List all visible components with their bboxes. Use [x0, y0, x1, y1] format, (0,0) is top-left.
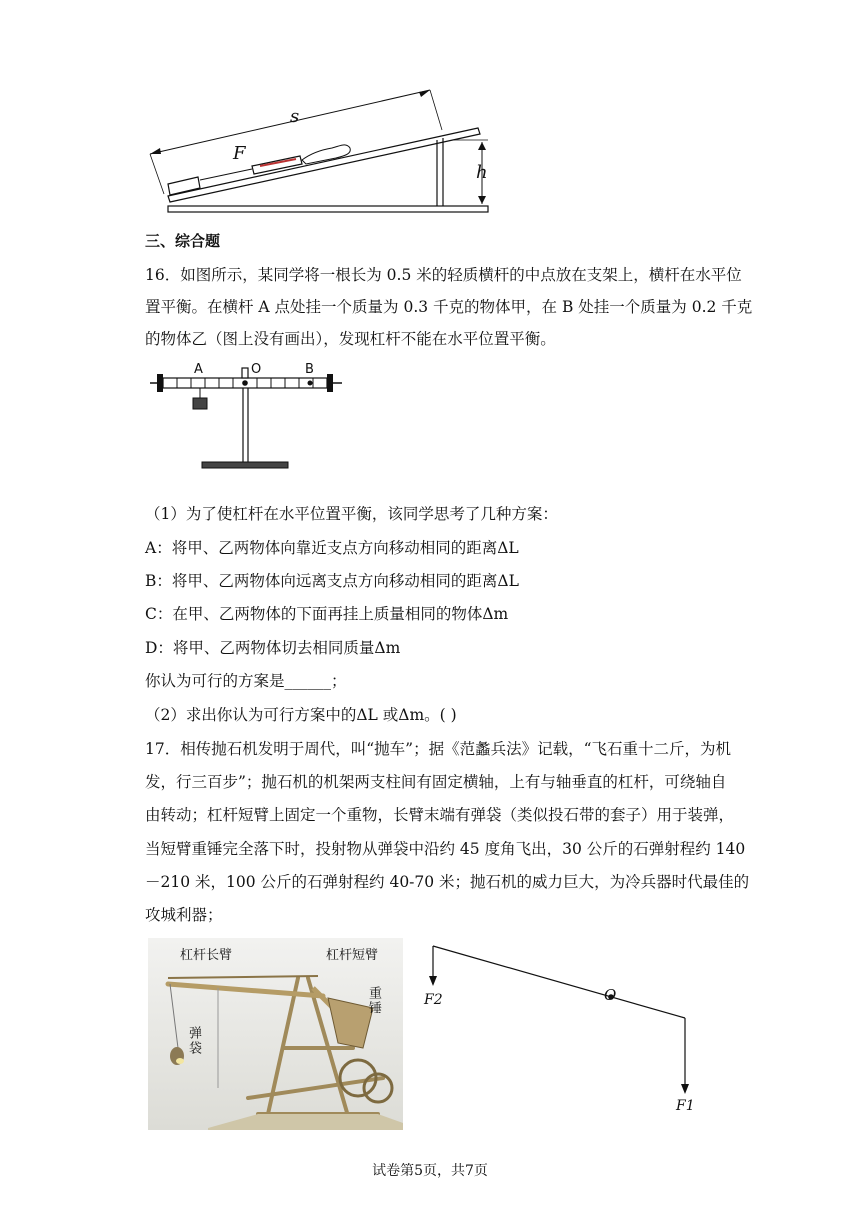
q17-stem-line-6: 攻城利器； — [145, 906, 223, 924]
trebuchet-photo — [148, 938, 403, 1130]
label-s: s — [290, 106, 300, 127]
trebuchet-force-diagram — [415, 938, 715, 1108]
page-footer: 试卷第5页，共7页 — [372, 1163, 488, 1179]
lever-label-O: O — [251, 362, 262, 377]
q17-stem-line-2: 发，行三百步”；抛石机的机架两支柱间有固定横轴，上有与轴垂直的杠杆，可绕轴自 — [145, 773, 727, 791]
q16-option-a: A：将甲、乙两物体向靠近支点方向移动相同的距离ΔL — [145, 539, 519, 557]
q16-part2: （2）求出你认为可行方案中的ΔL 或Δm。( ) — [145, 706, 457, 724]
diagram-label-F1: F1 — [676, 1098, 695, 1114]
q16-stem-line-3: 的物体乙（图上没有画出），发现杠杆不能在水平位置平衡。 — [145, 330, 556, 348]
diagram-label-O: O — [604, 986, 617, 1004]
photo-label-long-arm: 杠杆长臂 — [180, 948, 233, 963]
q16-part1-intro: （1）为了使杠杆在水平位置平衡，该同学思考了几种方案： — [145, 505, 558, 523]
q17-stem-line-5: －210 米，100 公斤的石弹射程约 40-70 米；抛石机的威力巨大，为冷兵器时代最佳的 — [145, 873, 750, 891]
q17-stem-line-3: 由转动；杠杆短臂上固定一个重物，长臂末端有弹袋（类似投石带的套子）用于装弹， — [145, 806, 735, 824]
photo-label-sling: 弹袋 — [186, 1026, 201, 1056]
lever-label-B: B — [305, 362, 314, 377]
section-title: 三、综合题 — [145, 232, 221, 250]
label-F: F — [233, 143, 246, 164]
q16-stem-line-2: 置平衡。在横杆 A 点处挂一个质量为 0.3 千克的物体甲，在 B 处挂一个质量为 0.2 千克 — [145, 298, 753, 316]
q17-stem-line-1: 17．相传抛石机发明于周代，叫“抛车”；据《范蠡兵法》记载，“飞石重十二斤，为机 — [145, 740, 731, 758]
incline-figure — [140, 70, 510, 220]
diagram-label-F2: F2 — [424, 992, 443, 1008]
q16-blank-line: 你认为可行的方案是______； — [145, 672, 347, 690]
lever-label-A: A — [194, 362, 203, 377]
photo-label-weight: 重锤 — [366, 986, 381, 1016]
q16-stem-line-1: 16．如图所示，某同学将一根长为 0.5 米的轻质横杆的中点放在支架上，横杆在水平位 — [145, 266, 742, 284]
label-h: h — [476, 162, 488, 183]
lever-figure — [150, 364, 350, 474]
q17-stem-line-4: 当短臂重锤完全落下时，投射物从弹袋中沿约 45 度角飞出，30 公斤的石弹射程约 140 — [145, 840, 746, 858]
q16-option-d: D：将甲、乙两物体切去相同质量Δm — [145, 639, 401, 657]
photo-label-short-arm: 杠杆短臂 — [326, 948, 379, 963]
q16-option-c: C：在甲、乙两物体的下面再挂上质量相同的物体Δm — [145, 605, 509, 623]
q16-option-b: B：将甲、乙两物体向远离支点方向移动相同的距离ΔL — [145, 572, 519, 590]
